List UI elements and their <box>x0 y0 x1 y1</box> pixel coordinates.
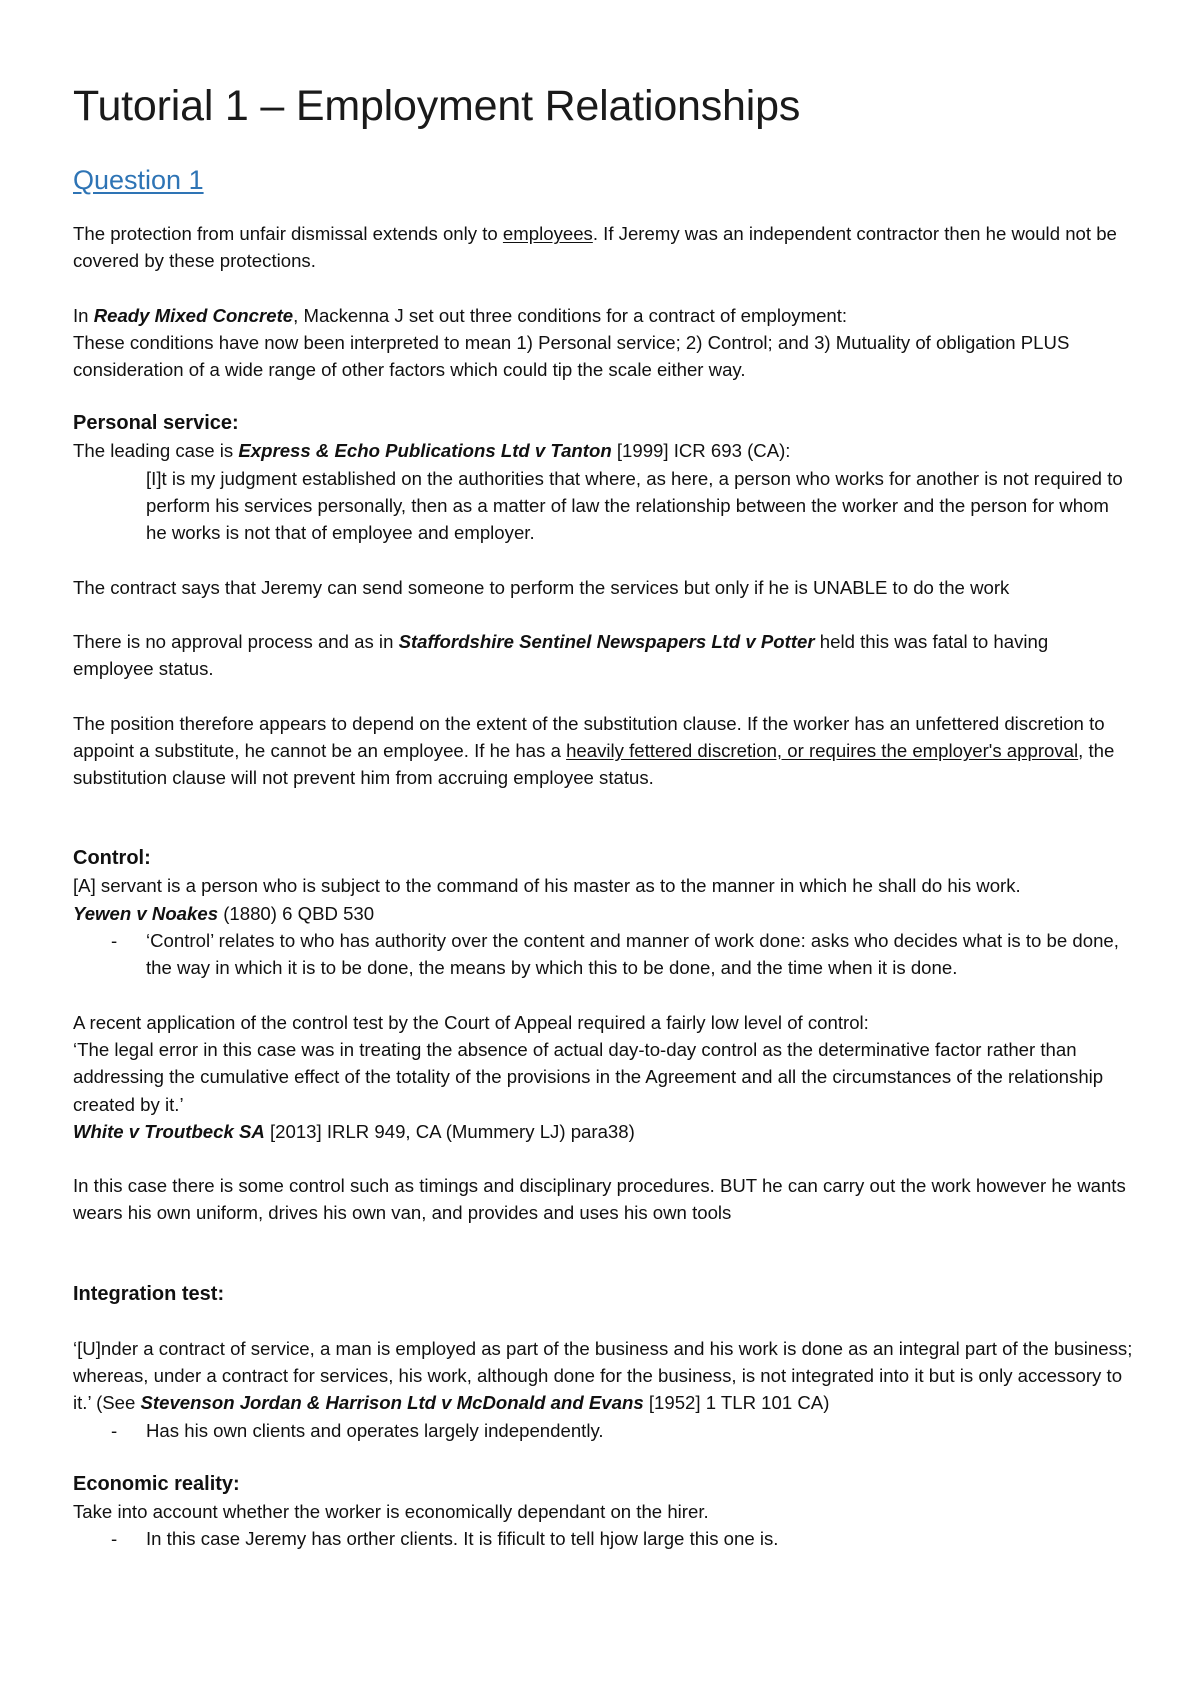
case-name: Express & Echo Publications Ltd v Tanton <box>238 440 612 462</box>
intro-paragraph: The protection from unfair dismissal extends only to employees. If Jeremy was an independent contractor then he would not be covered by these protections. <box>73 223 1117 272</box>
document-body <box>73 76 1133 1553</box>
integration-heading: Integration test: <box>73 1282 225 1305</box>
recent-application-line: A recent application of the control test by the Court of Appeal required a fairly low level of control: <box>73 1011 869 1033</box>
troutbeck-citation: White v Troutbeck SA [2013] IRLR 949, CA (Mummery LJ) para38) <box>73 1120 635 1142</box>
list-item: - In this case Jeremy has orther clients. It is fificult to tell hjow large this one is. <box>111 1528 779 1550</box>
approval-paragraph: There is no approval process and as in Staffordshire Sentinel Newspapers Ltd v Potter held this was fatal to having employee status. <box>73 630 1049 680</box>
personal-service-heading: Personal service: <box>73 412 239 435</box>
troutbeck-quote: ‘The legal error in this case was in treating the absence of actual day-to-day control as the determinative factor rather than addressing the cumulative effect of the totality of the provisions in the Agreement and all the circumstances of the relationship created by it.’ <box>73 1038 1104 1115</box>
contract-paragraph: The contract says that Jeremy can send someone to perform the services but only if he is UNABLE to do the work <box>73 576 1010 598</box>
economic-line: Take into account whether the worker is economically dependant on the hirer. <box>73 1500 709 1522</box>
case-name: Ready Mixed Concrete <box>93 304 294 326</box>
page-title: Tutorial 1 – Employment Relationships <box>73 82 801 130</box>
control-heading: Control: <box>73 847 151 870</box>
substitution-paragraph: The position therefore appears to depend on the extent of the substitution clause. If the worker has an unfettered discretion to appoint a substitute, he cannot be an employee. If he has a heavily fettered discretion, or requires the employer's approval, the substitution clause will not prevent him from accruing employee status. <box>73 712 1115 789</box>
tanton-quote: [I]t is my judgment established on the authorities that where, as here, a person who works for another is not required to perform his services personally, then as a matter of law the relationship between the worker and the person for whom he works is not that of employee and employer. <box>146 467 1123 544</box>
servant-definition: [A] servant is a person who is subject to the command of his master as to the manner in which he shall do his work. <box>73 875 1021 897</box>
list-item: - Has his own clients and operates largely independently. <box>111 1419 604 1441</box>
integration-quote: ‘[U]nder a contract of service, a man is employed as part of the business and his work is done as an integral part of the business; whereas, under a contract for services, his work, although done for the business, is not integrated into it but is only accessory to it.’ (See Stevenson Jordan & Harrison Ltd v McDonald and Evans [1952] 1 TLR 101 CA) <box>73 1337 1133 1414</box>
case-name: Staffordshire Sentinel Newspapers Ltd v Potter <box>398 630 815 652</box>
conditions-paragraph: These conditions have now been interpreted to mean 1) Personal service; 2) Control; and 3) Mutuality of obligation PLUS consideration of a wide range of other factors which could tip the scale either way. <box>73 331 1070 381</box>
question-heading: Question 1 <box>73 165 204 195</box>
leading-case-line: The leading case is Express & Echo Publications Ltd v Tanton [1999] ICR 693 (CA): <box>73 440 791 462</box>
case-name: White v Troutbeck SA <box>73 1120 265 1142</box>
fettered-discretion-underlined: heavily fettered discretion, or requires the employer's approval <box>566 739 1079 761</box>
list-item: - ‘Control’ relates to who has authority over the content and manner of work done: asks who decides what is to be done, the way in which it is to be done, the means by which this to be done, and the time when it is done. <box>111 930 1119 979</box>
ready-mixed-paragraph: In Ready Mixed Concrete, Mackenna J set out three conditions for a contract of employment: <box>73 304 848 326</box>
employees-underlined: employees <box>502 223 593 244</box>
case-name: Stevenson Jordan & Harrison Ltd v McDonald and Evans <box>140 1392 644 1414</box>
case-name: Yewen v Noakes <box>73 902 219 924</box>
economic-reality-heading: Economic reality: <box>73 1472 240 1495</box>
yewen-citation: Yewen v Noakes (1880) 6 QBD 530 <box>73 902 375 924</box>
control-application-paragraph: In this case there is some control such as timings and disciplinary procedures. BUT he can carry out the work however he wants wears his own uniform, drives his own van, and provides and uses his own tools <box>73 1175 1126 1224</box>
